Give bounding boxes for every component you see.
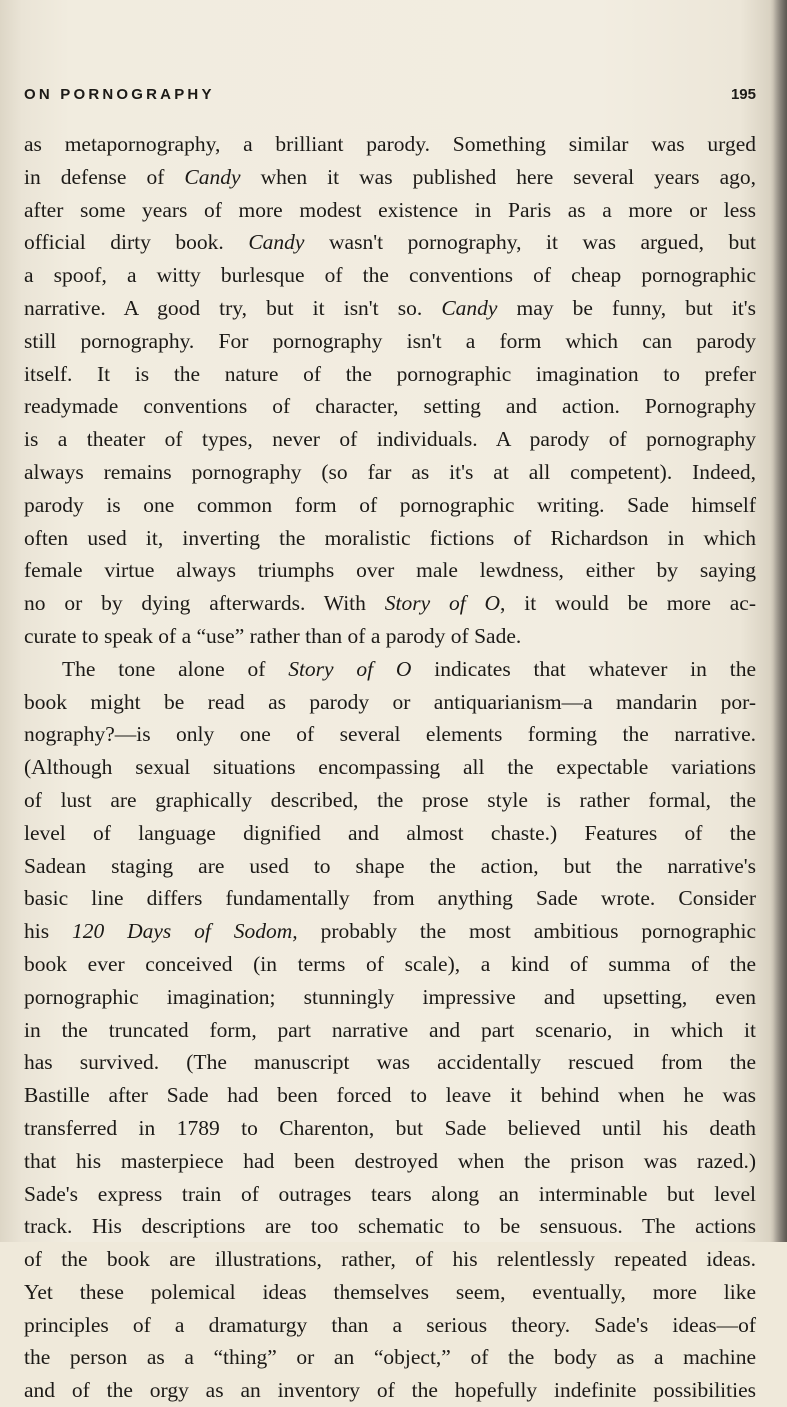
text-line: nography?—is only one of several elements forming the narrative. — [24, 722, 756, 747]
text-line: of lust are graphically described, the prose style is rather formal, the — [24, 787, 756, 812]
text-line: book ever conceived (in terms of scale), a kind of summa of the — [24, 951, 756, 976]
text-line: as metapornography, a brilliant parody. Something similar was urged — [24, 132, 756, 156]
text-line: Sade's express train of outrages tears along an interminable but level — [24, 1181, 756, 1206]
text-line: basic line differs fundamentally from anything Sade wrote. Consider — [24, 886, 756, 911]
text-line: The tone alone of Story of O indicates that whatever in the — [62, 656, 756, 681]
text-line: that his masterpiece had been destroyed when the prison was razed.) — [24, 1148, 756, 1173]
text-line: (Although sexual situations encompassing all the expectable variations — [24, 755, 756, 780]
text-line: readymade conventions of character, setting and action. Pornography — [24, 394, 756, 419]
text-line: in the truncated form, part narrative and part scenario, in which it — [24, 1017, 756, 1042]
text-line: Yet these polemical ideas themselves seem, eventually, more like — [24, 1279, 756, 1304]
text-line: principles of a dramaturgy than a serious theory. Sade's ideas—of — [24, 1312, 756, 1337]
text-line: Sadean staging are used to shape the action, but the narrative's — [24, 853, 756, 878]
text-line: Bastille after Sade had been forced to leave it behind when he was — [24, 1083, 756, 1108]
text-line: the person as a “thing” or an “object,” of the body as a machine — [24, 1345, 756, 1370]
text-line: official dirty book. Candy wasn't pornography, it was argued, but — [24, 230, 756, 255]
text-line: narrative. A good try, but it isn't so. Candy may be funny, but it's — [24, 295, 757, 320]
text-line: after some years of more modest existence in Paris as a more or less — [24, 197, 756, 222]
page-header — [24, 86, 756, 108]
text-line: and of the orgy as an inventory of the hopefully indefinite possibilities — [24, 1378, 756, 1403]
text-line: pornographic imagination; stunningly impressive and upsetting, even — [24, 984, 756, 1009]
text-line: is a theater of types, never of individuals. A parody of pornography — [24, 427, 756, 452]
text-line: still pornography. For pornography isn't a form which can parody — [24, 328, 756, 353]
text-line: always remains pornography (so far as it's at all competent). Indeed, — [24, 459, 756, 484]
text-line: often used it, inverting the moralistic fictions of Richardson in which — [24, 525, 756, 550]
text-line: of the book are illustrations, rather, of his relentlessly repeated ideas. — [24, 1247, 756, 1272]
text-line: in defense of Candy when it was published here several years ago, — [24, 164, 756, 189]
text-line: parody is one common form of pornographic writing. Sade himself — [24, 492, 756, 517]
text-line: itself. It is the nature of the pornographic imagination to prefer — [24, 361, 756, 386]
text-line: has survived. (The manuscript was accidentally rescued from the — [24, 1050, 756, 1075]
page-number: 195 — [730, 86, 756, 103]
text-line: transferred in 1789 to Charenton, but Sade believed until his death — [24, 1115, 756, 1140]
text-line: curate to speak of a “use” rather than of a parody of Sade. — [24, 623, 522, 648]
text-line: his 120 Days of Sodom, probably the most ambitious pornographic — [24, 919, 757, 944]
text-line: female virtue always triumphs over male lewdness, either by saying — [24, 558, 756, 583]
text-line: no or by dying afterwards. With Story of O, it would be more ac- — [24, 591, 756, 616]
text-line: a spoof, a witty burlesque of the conventions of cheap pornographic — [24, 263, 756, 288]
text-line: book might be read as parody or antiquarianism—a mandarin por- — [24, 689, 756, 714]
body-text — [24, 128, 756, 1407]
text-line: level of language dignified and almost chaste.) Features of the — [24, 820, 756, 845]
page-edge-shadow — [773, 0, 787, 1242]
text-line: track. His descriptions are too schematic to be sensuous. The actions — [24, 1214, 756, 1239]
running-head: ON PORNOGRAPHY — [24, 86, 215, 103]
